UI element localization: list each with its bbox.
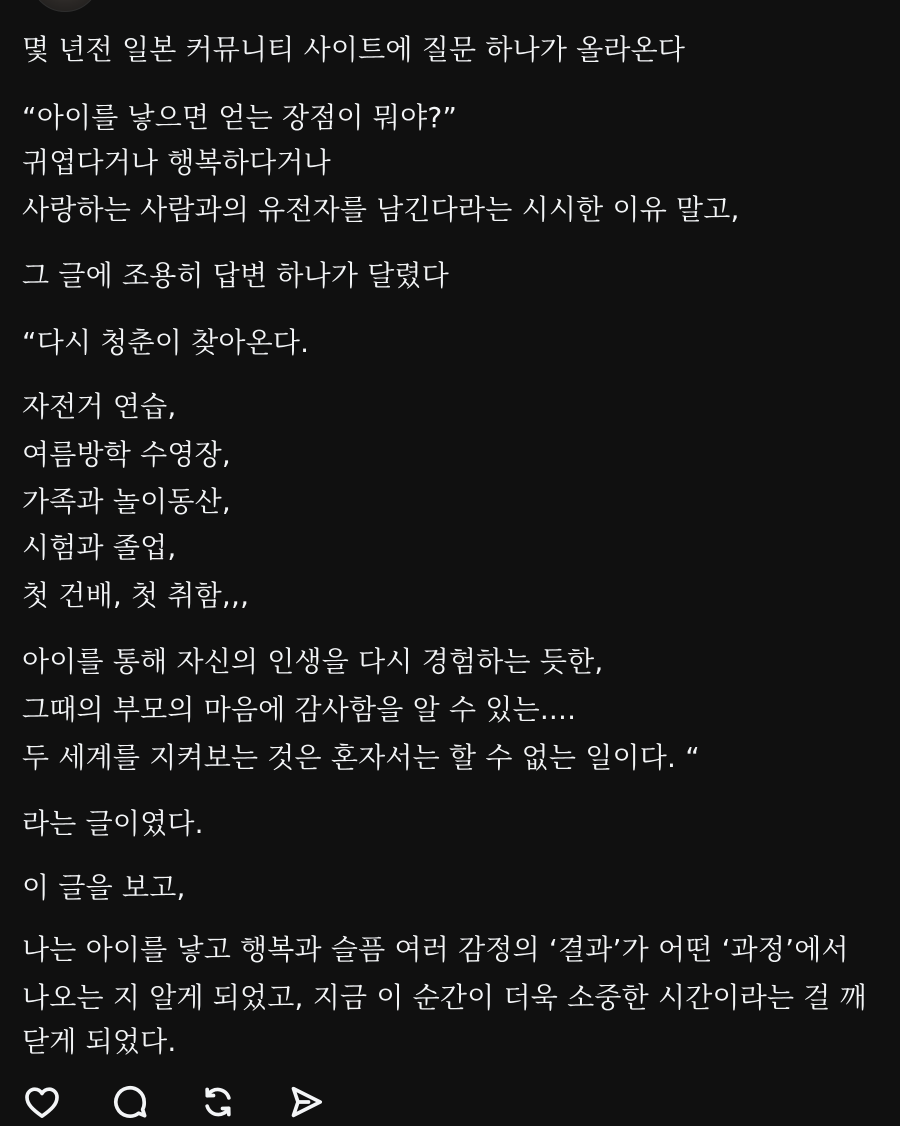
like-button[interactable]	[20, 1082, 64, 1126]
comment-button[interactable]	[108, 1082, 152, 1126]
post-line: 시험과 졸업,	[22, 531, 177, 564]
comment-icon	[110, 1082, 150, 1126]
post-line: 귀엽다거나 행복하다거나	[22, 146, 331, 179]
post-actions	[20, 1082, 420, 1126]
post-line: “아이를 낳으면 얻는 장점이 뭐야?”	[22, 101, 458, 134]
post-line: 라는 글이였다.	[22, 807, 204, 840]
post-line: 첫 건배, 첫 취함,,,	[22, 579, 250, 612]
repost-icon	[198, 1082, 238, 1126]
share-icon	[286, 1082, 326, 1126]
post-line: 닫게 되었다.	[22, 1025, 177, 1058]
post-line: 이 글을 보고,	[22, 871, 186, 904]
repost-button[interactable]	[196, 1082, 240, 1126]
post-line: 두 세계를 지켜보는 것은 혼자서는 할 수 없는 일이다. “	[22, 741, 700, 774]
avatar[interactable]	[30, 0, 100, 12]
post-line: 사랑하는 사람과의 유전자를 남긴다라는 시시한 이유 말고,	[22, 193, 740, 226]
heart-icon	[22, 1082, 62, 1126]
post-line: 그때의 부모의 마음에 감사함을 알 수 있는....	[22, 693, 577, 726]
post-line: 그 글에 조용히 답변 하나가 달렸다	[22, 259, 449, 292]
post-line: 몇 년전 일본 커뮤니티 사이트에 질문 하나가 올라온다	[22, 33, 686, 66]
post-line: 가족과 놀이동산,	[22, 485, 231, 518]
post-line: “다시 청춘이 찾아온다.	[22, 326, 310, 359]
post-line: 나는 아이를 낳고 행복과 슬픔 여러 감정의 ‘결과’가 어떤 ‘과정’에서	[22, 933, 849, 966]
share-button[interactable]	[284, 1082, 328, 1126]
post-line: 여름방학 수영장,	[22, 438, 231, 471]
post-line: 자전거 연습,	[22, 390, 177, 423]
post-line: 아이를 통해 자신의 인생을 다시 경험하는 듯한,	[22, 645, 604, 678]
post-line: 나오는 지 알게 되었고, 지금 이 순간이 더욱 소중한 시간이라는 걸 깨	[22, 981, 867, 1014]
